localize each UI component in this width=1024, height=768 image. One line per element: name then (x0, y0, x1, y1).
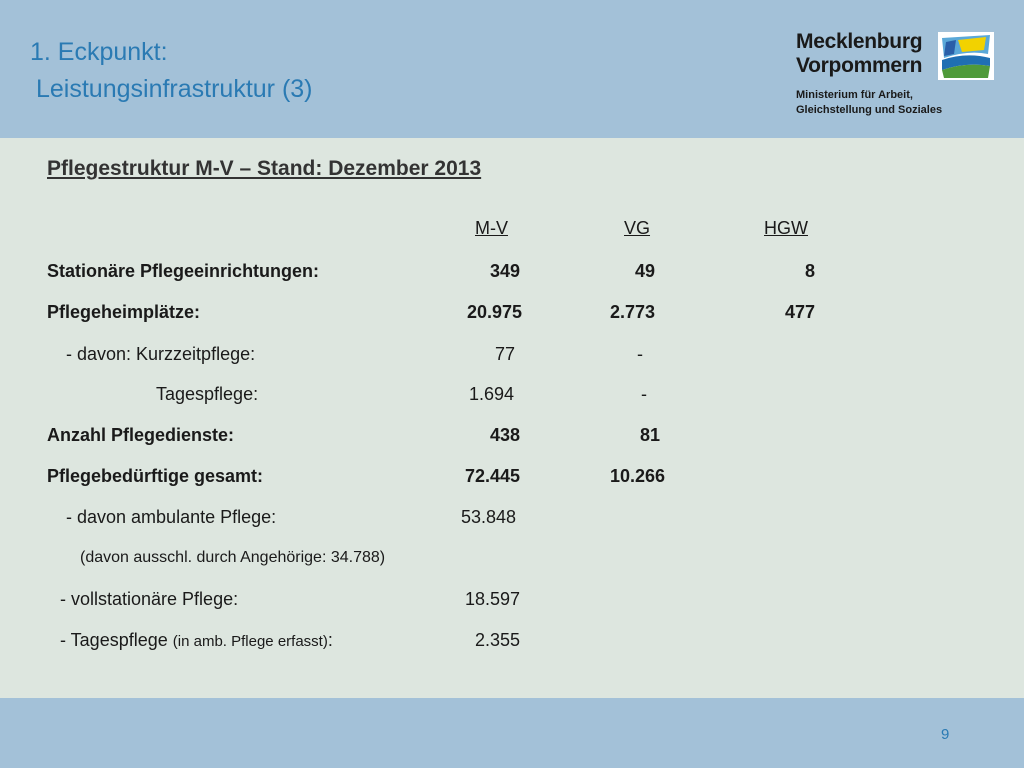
cell-mv: 53.848 (460, 507, 516, 527)
row-note: (davon ausschl. durch Angehörige: 34.788) (80, 549, 386, 566)
page-number: 9 (941, 726, 950, 743)
table-subtitle: Pflegestruktur M-V – Stand: Dezember 2013 (47, 157, 482, 180)
cell-vg: 81 (639, 425, 660, 445)
cell-mv: 349 (489, 261, 520, 281)
logo-ministry-line2: Gleichstellung und Soziales (796, 104, 943, 116)
logo-name-line1: Mecklenburg (796, 30, 923, 53)
row-label: - davon: Kurzzeitpflege: (66, 344, 256, 364)
cell-mv: 1.694 (468, 384, 514, 404)
slide-title-line1: 1. Eckpunkt: (30, 38, 168, 66)
row-label: - davon ambulante Pflege: (66, 507, 277, 527)
row-label-note: (in amb. Pflege erfasst) (172, 633, 328, 650)
cell-mv: 2.355 (474, 630, 520, 650)
column-header-vg: VG (624, 218, 651, 238)
cell-mv: 72.445 (464, 466, 520, 486)
cell-hgw: 8 (804, 261, 815, 281)
cell-vg: 2.773 (609, 302, 655, 322)
logo-wordmark (796, 30, 922, 78)
row-label: Anzahl Pflegedienste: (47, 425, 235, 445)
logo-ministry-text (796, 88, 942, 118)
cell-vg: - (641, 384, 647, 404)
cell-mv: 438 (489, 425, 520, 445)
row-label: Tagespflege: (156, 384, 259, 404)
column-header-mv: M-V (475, 218, 508, 238)
logo-name-line2: Vorpommern (796, 54, 923, 77)
cell-mv: 77 (494, 344, 515, 364)
slide-title-line2: Leistungsinfrastruktur (3) (36, 75, 313, 103)
state-flag-icon (938, 32, 994, 80)
row-label (60, 630, 333, 651)
logo-ministry-line1: Ministerium für Arbeit, (796, 89, 913, 101)
ministry-logo (796, 30, 1006, 125)
row-label: Stationäre Pflegeeinrichtungen: (47, 261, 320, 281)
cell-vg: 10.266 (609, 466, 665, 486)
row-label: Pflegeheimplätze: (47, 302, 201, 322)
content-area (0, 138, 1024, 698)
cell-mv: 20.975 (466, 302, 522, 322)
footer-band (0, 698, 1024, 768)
row-label: Pflegebedürftige gesamt: (47, 466, 264, 486)
cell-mv: 18.597 (464, 589, 520, 609)
cell-hgw: 477 (784, 302, 815, 322)
row-label: - vollstationäre Pflege: (60, 589, 239, 609)
row-label-main: - Tagespflege (60, 630, 168, 650)
row-label-colon: : (327, 630, 333, 650)
cell-vg: 49 (634, 261, 655, 281)
cell-vg: - (637, 344, 643, 364)
column-header-hgw: HGW (764, 218, 808, 238)
